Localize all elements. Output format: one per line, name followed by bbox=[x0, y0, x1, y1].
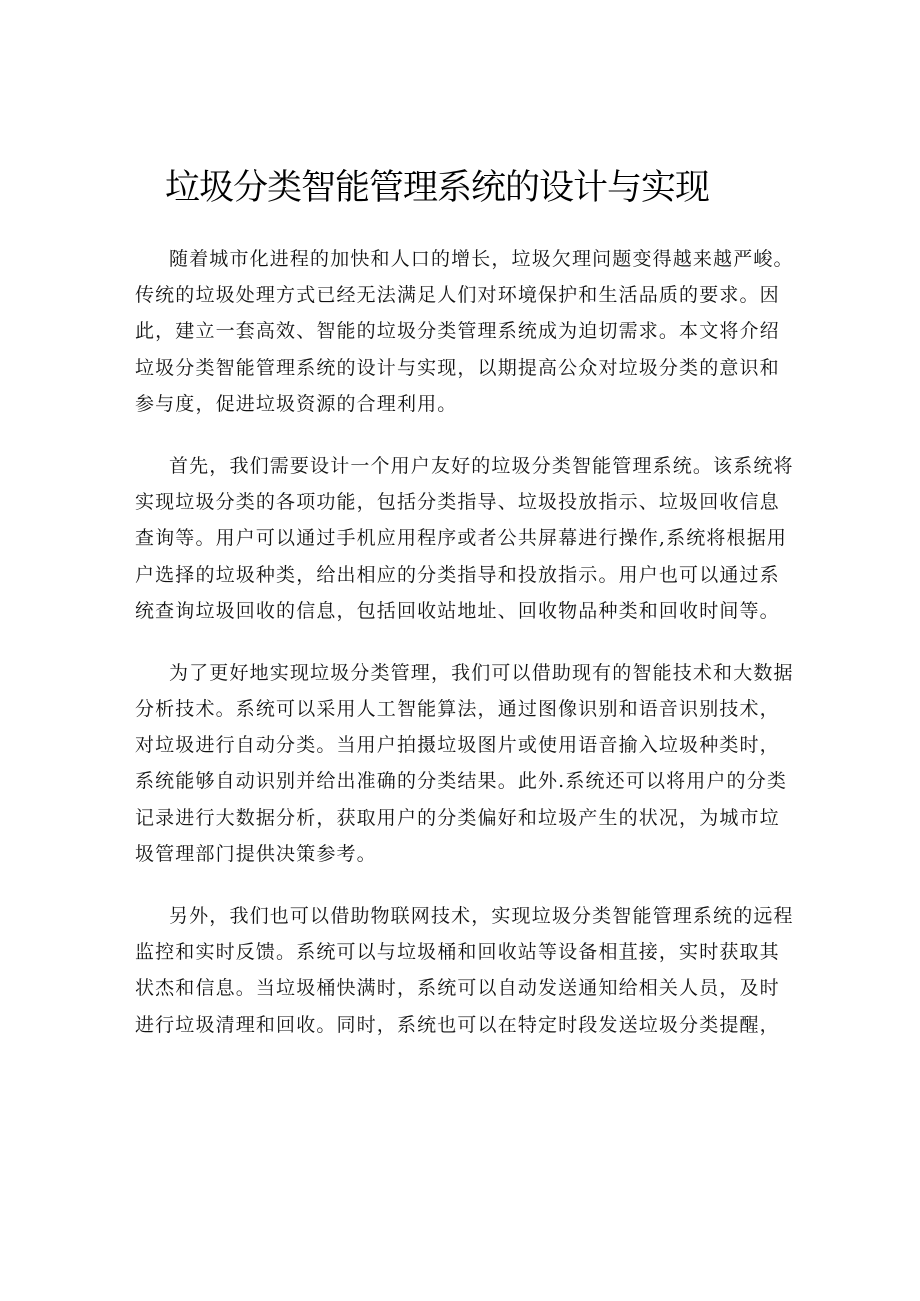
text-line: 户选择的垃圾种类，给出相应的分类指导和投放指示。用户也可以通过系 bbox=[135, 563, 780, 586]
text-line: 记录进行大数据分析，获取用户的分类偏好和垃圾产生的状况，为城市垃 bbox=[135, 806, 780, 829]
text-line: 系统能够自动识别并给出准确的分类结果。此外.系统还可以将用户的分类 bbox=[135, 770, 787, 793]
text-line: 查询等。用户可以通过手机应用程序或者公共屏幕进行操作,系统将根据用 bbox=[135, 527, 787, 550]
text-line: 为了更好地实现垃圾分类管理，我们可以借助现有的智能技术和大数据 bbox=[169, 661, 794, 684]
text-line: 垃圾分类智能管理系统的设计与实现，以期提高公众对垃圾分类的意识和 bbox=[135, 356, 780, 379]
text-line: 圾管理部门提供决策参考。 bbox=[135, 842, 377, 865]
document-title: 垃圾分类智能管理系统的设计与实现 bbox=[165, 168, 710, 208]
text-line: 传统的垃圾处理方式已经无法满足人们对环境保护和生活品质的要求。因 bbox=[135, 284, 780, 307]
paragraph-2 bbox=[135, 448, 795, 629]
text-line: 随着城市化进程的加快和人口的增长，垃圾欠理问题变得越来越严峻。 bbox=[169, 248, 794, 270]
document-body bbox=[135, 241, 795, 1069]
text-line: 首先，我们需要设计一个用户友好的垃圾分类智能管理系统。该系统将 bbox=[169, 454, 794, 477]
text-line: 另外，我们也可以借助物联网技术，实现垃圾分类智能管理系统的远程 bbox=[169, 905, 794, 927]
paragraph-4 bbox=[135, 898, 795, 1043]
text-line: 参与度，促进垃圾资源的合理利用。 bbox=[135, 392, 458, 415]
text-line: 监控和实时反馈。系统可以与垃圾桶和回收站等设备相苴接，实时获取其 bbox=[135, 941, 780, 964]
text-line: 分析技术。系统可以采用人工智能算法，通过图像识别和语音识别技术， bbox=[135, 698, 780, 721]
paragraph-1 bbox=[135, 241, 795, 422]
text-line: 此，建立一套高效、智能的垃圾分类管理系统成为迫切需求。本文将介绍 bbox=[135, 320, 780, 343]
text-line: 状杰和信息。当垃圾桶快满时，系统可以自动发送通知给相关人员，及时 bbox=[135, 977, 780, 1000]
text-line: 统查询垃圾回收的信息，包括回收站地址、回收物品种类和回收时间等。 bbox=[135, 599, 780, 622]
text-line: 进行垃圾清理和回收。同时，系统也可以在特定时段发送垃圾分类提醒， bbox=[135, 1013, 780, 1036]
text-line: 对垃圾进行自动分类。当用户拍摄垃圾图片或使用语音揄入垃圾种类时， bbox=[135, 734, 780, 757]
text-line: 实现垃圾分类的各项功能，包括分类指导、垃圾投放指示、垃圾回收信息 bbox=[135, 491, 780, 514]
paragraph-3 bbox=[135, 655, 795, 872]
